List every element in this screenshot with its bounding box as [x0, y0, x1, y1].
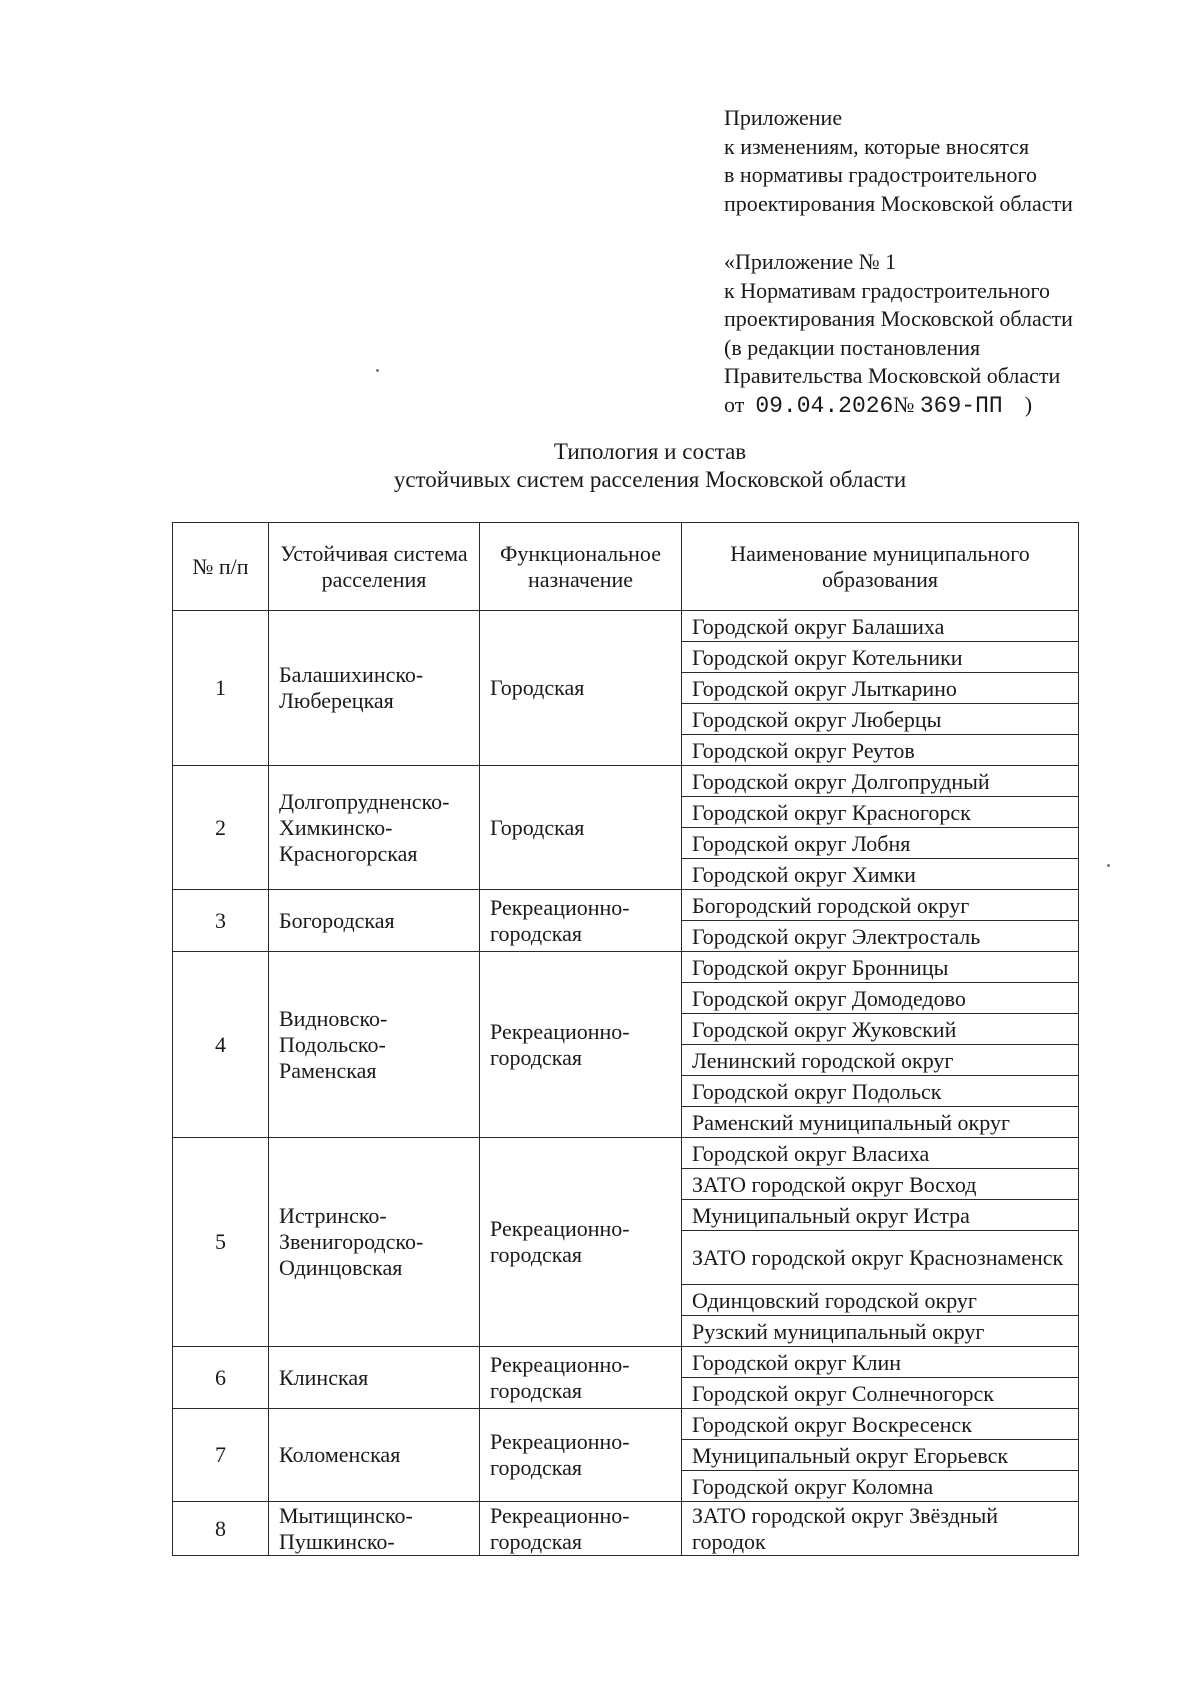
municipality-name: Городской округ Власиха: [682, 1138, 1079, 1169]
scan-speck: [376, 369, 379, 372]
date-prefix: от: [724, 391, 745, 417]
scan-speck: [1107, 864, 1110, 867]
title-line-2: устойчивых систем расселения Московской области: [393, 467, 907, 492]
municipality-name: Ленинский городской округ: [682, 1045, 1079, 1076]
header-num: № п/п: [173, 523, 269, 611]
municipality-name: Городской округ Воскресенск: [682, 1409, 1079, 1440]
municipality-name: Рузский муниципальный округ: [682, 1316, 1079, 1347]
municipality-name: Одинцовский городской округ: [682, 1285, 1079, 1316]
municipality-name: Богородский городской округ: [682, 890, 1079, 921]
table-row: [173, 766, 1079, 797]
document-title: [0, 438, 1200, 494]
municipality-name: Городской округ Жуковский: [682, 1014, 1079, 1045]
resolution-date-line: [724, 391, 1073, 421]
settlement-system: Мытищинско-Пушкинско-: [269, 1502, 480, 1556]
table-row: [173, 1409, 1079, 1440]
municipality-name: Городской округ Реутов: [682, 735, 1079, 766]
municipality-name: Городской округ Бронницы: [682, 952, 1079, 983]
number-sign: №: [893, 391, 915, 417]
title-line-1: Типология и состав: [553, 439, 747, 464]
municipality-name: ЗАТО городской округ Звёздный городок: [682, 1502, 1079, 1556]
municipality-name: Городской округ Долгопрудный: [682, 766, 1079, 797]
municipality-name: Городской округ Химки: [682, 859, 1079, 890]
row-number: 4: [173, 952, 269, 1138]
resolution-number: 369-ПП: [919, 392, 1003, 419]
functional-purpose: Городская: [480, 611, 682, 766]
municipality-name: Городской округ Красногорск: [682, 797, 1079, 828]
settlement-system: Богородская: [269, 890, 480, 952]
header-municipality: Наименование муниципального образования: [682, 523, 1079, 611]
row-number: 8: [173, 1502, 269, 1556]
row-number: 5: [173, 1138, 269, 1347]
settlement-system: Коломенская: [269, 1409, 480, 1502]
appendix-line: проектирования Московской области: [724, 190, 1073, 216]
appendix-block: [724, 104, 1073, 420]
municipality-name: Муниципальный округ Истра: [682, 1200, 1079, 1231]
settlement-system: Видновско-Подольско-Раменская: [269, 952, 480, 1138]
row-number: 3: [173, 890, 269, 952]
header-system: Устойчивая система расселения: [269, 523, 480, 611]
functional-purpose: Рекреационно-городская: [480, 1347, 682, 1409]
annex-line: (в редакции постановления: [724, 334, 981, 360]
table-row: [173, 952, 1079, 983]
header-function: Функциональное назначение: [480, 523, 682, 611]
settlement-system: Клинская: [269, 1347, 480, 1409]
functional-purpose: Рекреационно-городская: [480, 1138, 682, 1347]
appendix-line: в нормативы градостроительного: [724, 162, 1037, 187]
table-row: [173, 1138, 1079, 1169]
municipality-name: Городской округ Коломна: [682, 1471, 1079, 1502]
municipality-name: Городской округ Лобня: [682, 828, 1079, 859]
municipality-name: Раменский муниципальный округ: [682, 1107, 1079, 1138]
municipality-name: Городской округ Электросталь: [682, 921, 1079, 952]
municipality-name: Городской округ Подольск: [682, 1076, 1079, 1107]
annex-line: Правительства Московской области: [724, 363, 1061, 388]
settlement-system: Балашихинско-Люберецкая: [269, 611, 480, 766]
row-number: 1: [173, 611, 269, 766]
settlement-system: Долгопрудненско-Химкинско-Красногорская: [269, 766, 480, 890]
municipality-name: Городской округ Балашиха: [682, 611, 1079, 642]
functional-purpose: Городская: [480, 766, 682, 890]
table-row: [173, 611, 1079, 642]
municipality-name: Муниципальный округ Егорьевск: [682, 1440, 1079, 1471]
municipality-name: Городской округ Домодедово: [682, 983, 1079, 1014]
table-row: [173, 890, 1079, 921]
municipality-name: ЗАТО городской округ Восход: [682, 1169, 1079, 1200]
functional-purpose: Рекреационно-городская: [480, 1409, 682, 1502]
municipality-name: Городской округ Клин: [682, 1347, 1079, 1378]
municipality-name: ЗАТО городской округ Краснознаменск: [682, 1231, 1079, 1285]
resolution-date: 09.04.2026: [755, 392, 894, 419]
annex-line: к Нормативам градостроительного: [724, 277, 1050, 303]
functional-purpose: Рекреационно-городская: [480, 890, 682, 952]
row-number: 6: [173, 1347, 269, 1409]
table-header-row: [173, 523, 1079, 611]
municipality-name: Городской округ Люберцы: [682, 704, 1079, 735]
table-row: [173, 1502, 1079, 1556]
annex-line: проектирования Московской области: [724, 306, 1073, 331]
closing-paren: ): [1024, 391, 1033, 417]
municipality-name: Городской округ Котельники: [682, 642, 1079, 673]
municipality-name: Городской округ Солнечногорск: [682, 1378, 1079, 1409]
settlement-system: Истринско-Звенигородско-Одинцовская: [269, 1138, 480, 1347]
functional-purpose: Рекреационно-городская: [480, 952, 682, 1138]
municipality-name: Городской округ Лыткарино: [682, 673, 1079, 704]
appendix-line: Приложение: [724, 105, 843, 130]
annex-line: «Приложение № 1: [724, 249, 897, 274]
table-body: [173, 611, 1079, 1556]
row-number: 7: [173, 1409, 269, 1502]
row-number: 2: [173, 766, 269, 890]
settlement-systems-table: [172, 522, 1079, 1556]
appendix-line: к изменениям, которые вносятся: [724, 133, 1030, 159]
functional-purpose: Рекреационно-городская: [480, 1502, 682, 1556]
table-row: [173, 1347, 1079, 1378]
